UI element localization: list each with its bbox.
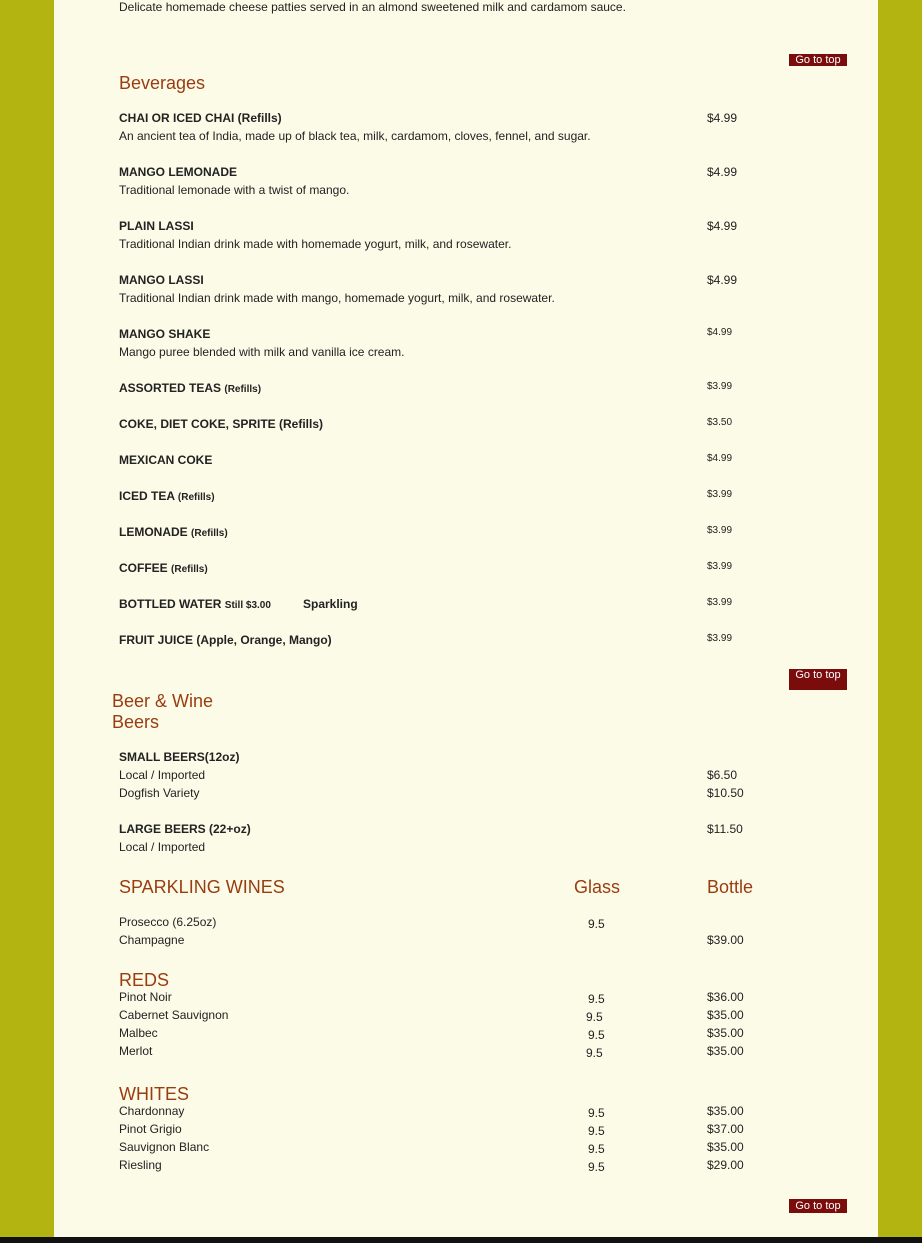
menu-item-price: $3.99	[707, 489, 733, 500]
menu-item-price: $3.50	[707, 417, 733, 428]
menu-item-name: CHAI OR ICED CHAI (Refills)	[119, 111, 282, 125]
still-price-note: Still $3.00	[224, 600, 271, 611]
refills-note: (Refills)	[191, 528, 228, 539]
bottle-price: $39.00	[707, 933, 744, 947]
menu-item-price: $10.50	[707, 786, 744, 800]
wine-name: Cabernet Sauvignon	[119, 1008, 229, 1022]
glass-price: 9.5	[588, 1028, 605, 1042]
bottle-price: $35.00	[707, 1026, 744, 1040]
menu-item-name: BOTTLED WATER Still $3.00	[119, 597, 271, 611]
glass-price: 9.5	[588, 1124, 605, 1138]
glass-price: 9.5	[588, 917, 605, 931]
menu-item-name: COFFEE (Refills)	[119, 561, 208, 575]
subsection-title-sparkling: SPARKLING WINES	[119, 877, 285, 897]
sparkling-label: Sparkling	[303, 597, 358, 611]
bottle-price: $35.00	[707, 1104, 744, 1118]
menu-item-price: $4.99	[707, 111, 738, 125]
item-description: Delicate homemade cheese patties served in an almond sweetened milk and cardamom sauce.	[119, 0, 626, 14]
menu-item-price: $4.99	[707, 327, 733, 338]
footer-bar	[0, 1237, 922, 1243]
menu-item-name: ASSORTED TEAS (Refills)	[119, 381, 262, 395]
menu-item-name: LEMONADE (Refills)	[119, 525, 228, 539]
menu-item-description: Traditional Indian drink made with mango, homemade yogurt, milk, and rosewater.	[119, 291, 555, 305]
menu-item-price: $3.99	[707, 633, 733, 644]
menu-item-name: MANGO LASSI	[119, 273, 204, 287]
menu-item-price: $6.50	[707, 768, 738, 782]
menu-item-description: Traditional lemonade with a twist of mango.	[119, 183, 350, 197]
glass-price: 9.5	[588, 1142, 605, 1156]
menu-item-name: MANGO SHAKE	[119, 327, 211, 341]
menu-item-name: FRUIT JUICE (Apple, Orange, Mango)	[119, 633, 332, 647]
go-to-top-button[interactable]: Go to top	[789, 1199, 847, 1213]
bottle-price: $35.00	[707, 1044, 744, 1058]
menu-item-name: LARGE BEERS (22+oz)	[119, 822, 251, 836]
beer-option: Local / Imported	[119, 768, 206, 782]
menu-item-price: $4.99	[707, 273, 738, 287]
bottle-price: $29.00	[707, 1158, 744, 1172]
subsection-title-beers: Beers	[112, 712, 160, 732]
wine-name: Champagne	[119, 933, 185, 947]
go-to-top-button[interactable]: Go to top	[789, 54, 847, 66]
menu-item-description: An ancient tea of India, made up of black tea, milk, cardamom, cloves, fennel, and sugar.	[119, 129, 591, 143]
menu-item-name: MANGO LEMONADE	[119, 165, 237, 179]
glass-price: 9.5	[588, 992, 605, 1006]
go-to-top-button[interactable]: Go to top	[789, 669, 847, 690]
wine-name: Prosecco (6.25oz)	[119, 915, 217, 929]
menu-item-price: $3.99	[707, 525, 733, 536]
menu-item-price: $4.99	[707, 219, 738, 233]
glass-price: 9.5	[586, 1046, 603, 1060]
wine-name: Pinot Grigio	[119, 1122, 182, 1136]
menu-item-name: MEXICAN COKE	[119, 453, 213, 467]
menu-item-name: SMALL BEERS(12oz)	[119, 750, 240, 764]
wine-name: Malbec	[119, 1026, 158, 1040]
glass-price: 9.5	[586, 1010, 603, 1024]
menu-item-description: Traditional Indian drink made with homemade yogurt, milk, and rosewater.	[119, 237, 512, 251]
menu-item-name: ICED TEA (Refills)	[119, 489, 215, 503]
wine-name: Riesling	[119, 1158, 162, 1172]
subsection-title-reds: REDS	[119, 970, 170, 990]
wine-name: Merlot	[119, 1044, 153, 1058]
wine-name: Sauvignon Blanc	[119, 1140, 210, 1154]
menu-item-price: $3.99	[707, 561, 733, 572]
glass-price: 9.5	[588, 1106, 605, 1120]
wine-name: Chardonnay	[119, 1104, 185, 1118]
glass-price: 9.5	[588, 1160, 605, 1174]
beer-option: Dogfish Variety	[119, 786, 200, 800]
menu-item-description: Mango puree blended with milk and vanilla ice cream.	[119, 345, 405, 359]
refills-note: (Refills)	[177, 492, 215, 503]
menu-item-price: $4.99	[707, 453, 733, 464]
bottle-price: $36.00	[707, 990, 744, 1004]
beer-option: Local / Imported	[119, 840, 206, 854]
bottle-column-header: Bottle	[707, 877, 754, 897]
bottle-price: $37.00	[707, 1122, 744, 1136]
subsection-title-whites: WHITES	[119, 1084, 189, 1104]
section-title-beverages: Beverages	[119, 73, 206, 93]
menu-item-name: COKE, DIET COKE, SPRITE (Refills)	[119, 417, 324, 431]
wine-name: Pinot Noir	[119, 990, 172, 1004]
menu-item-price: $11.50	[707, 822, 743, 836]
bottle-price: $35.00	[707, 1008, 744, 1022]
menu-item-price: $4.99	[707, 165, 738, 179]
menu-item-price: $3.99	[707, 381, 733, 392]
menu-item-price: $3.99	[707, 597, 733, 608]
refills-note: (Refills)	[171, 564, 208, 575]
refills-note: (Refills)	[224, 384, 262, 395]
bottle-price: $35.00	[707, 1140, 744, 1154]
section-title-beer-wine: Beer & Wine	[112, 691, 214, 711]
glass-column-header: Glass	[574, 877, 621, 897]
menu-item-name: PLAIN LASSI	[119, 219, 194, 233]
